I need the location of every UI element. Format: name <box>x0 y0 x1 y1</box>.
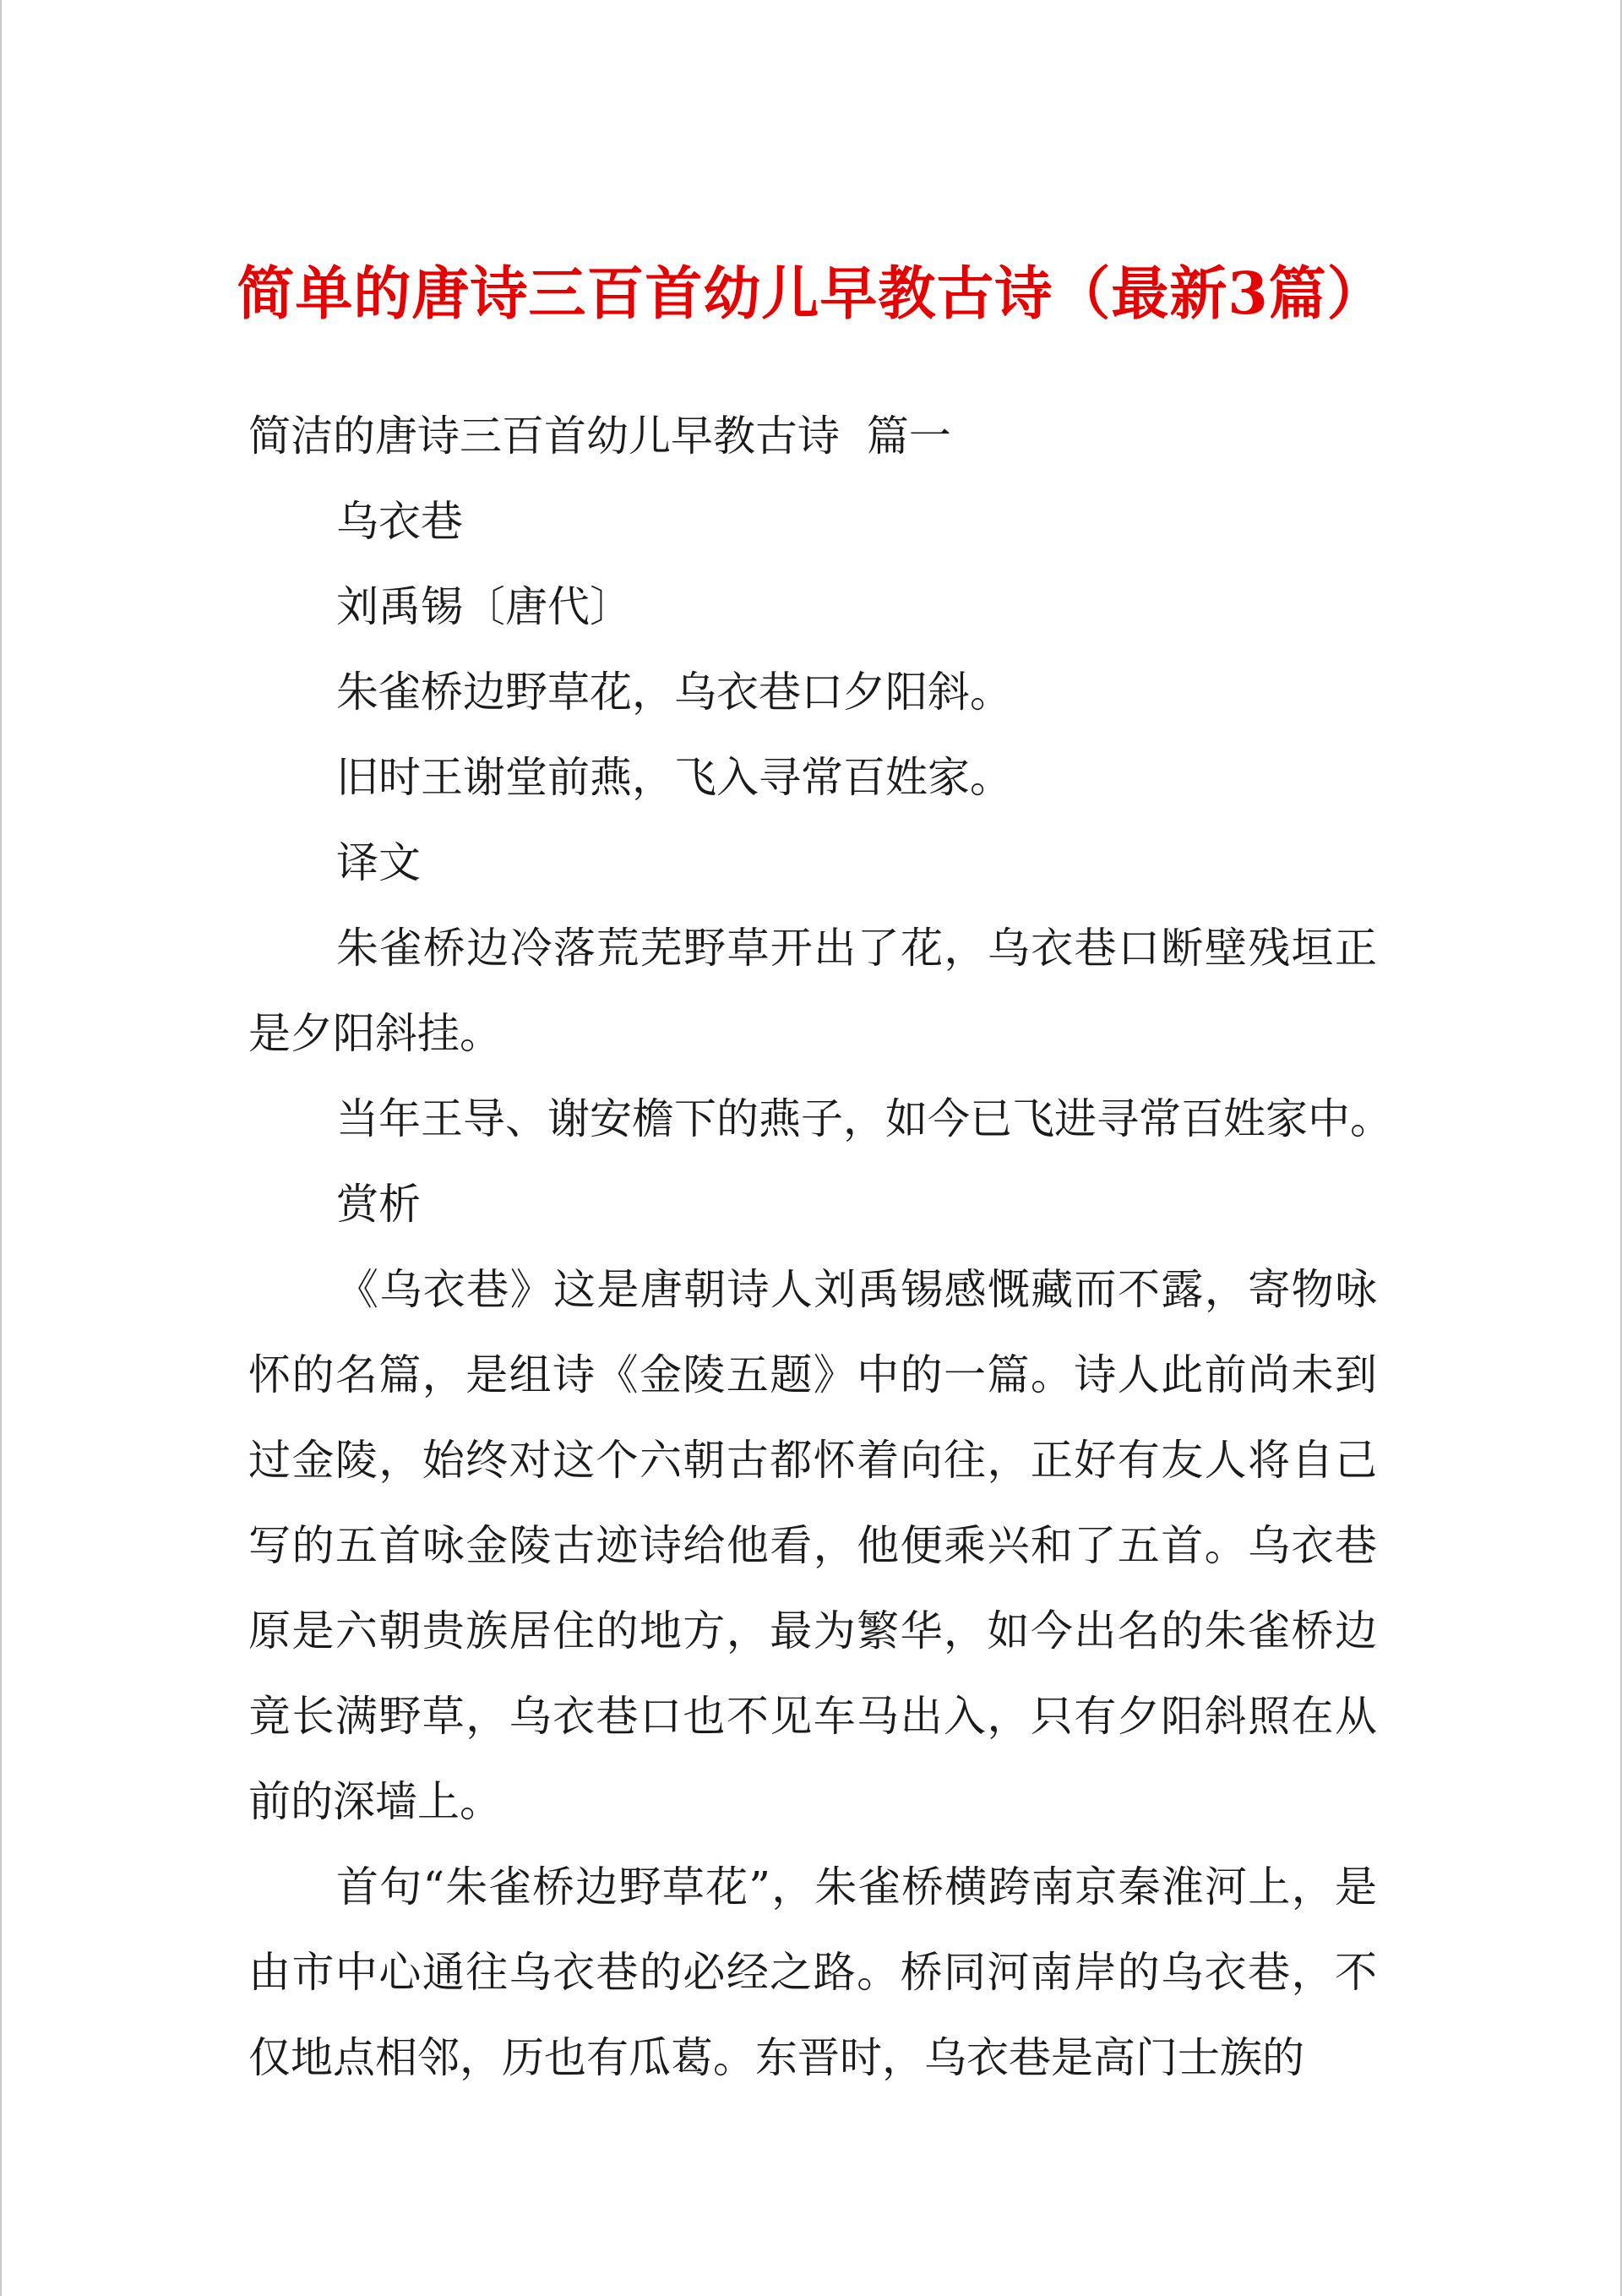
document-title: 简单的唐诗三百首幼儿早教古诗（最新3篇） <box>237 260 1385 328</box>
translation-heading: 译文 <box>336 838 421 887</box>
translation-paragraph-2: 当年王导、谢安檐下的燕子，如今已飞进寻常百姓家中。 <box>336 1094 1392 1143</box>
appreciation-paragraph-1: 《乌衣巷》这是唐朝诗人刘禹锡感慨藏而不露，寄物咏怀的名篇，是组诗《金陵五题》中的一篇。诗人此前尚未到过金陵，始终对这个六朝古都怀着向往，正好有友人将自己写的五首咏金陵古迹诗给他看，他便乘兴和了五首。乌衣巷原是六朝贵族居住的地方，最为繁华，如今出名的朱雀桥边竟长满野草，乌衣巷口也不见车马出入，只有夕阳斜照在从前的深墙上。 <box>248 1265 1377 1826</box>
poem-title: 乌衣巷 <box>336 497 463 546</box>
translation-paragraph-1: 朱雀桥边冷落荒芜野草开出了花，乌衣巷口断壁残垣正是夕阳斜挂。 <box>248 924 1377 1058</box>
appreciation-paragraph-2: 首句“朱雀桥边野草花”，朱雀桥横跨南京秦淮河上，是由市中心通往乌衣巷的必经之路。桥同河南岸的乌衣巷，不仅地点相邻，历也有瓜葛。东晋时，乌衣巷是高门士族的 <box>248 1862 1377 2082</box>
appreciation-heading: 赏析 <box>336 1180 421 1229</box>
section-heading: 简洁的唐诗三百首幼儿早教古诗 篇一 <box>248 412 951 461</box>
poem-line-2: 旧时王谢堂前燕，飞入寻常百姓家。 <box>336 753 1012 802</box>
document-body <box>248 394 1392 2101</box>
poem-line-1: 朱雀桥边野草花，乌衣巷口夕阳斜。 <box>336 668 1012 717</box>
poem-author: 刘禹锡〔唐代〕 <box>336 582 632 631</box>
